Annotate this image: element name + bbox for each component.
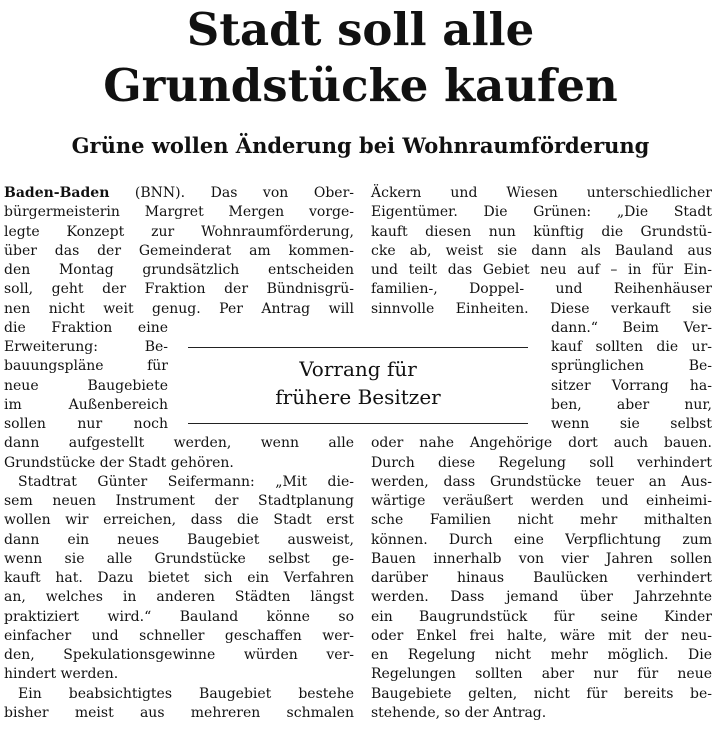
column-1-line: im Außenbereich <box>4 396 168 413</box>
column-2-line: werden, dass Grundstücke teuer an Aus- <box>371 473 712 490</box>
column-1-line: soll, geht der Fraktion der Bündnisgrü- <box>4 281 354 298</box>
column-2-line: kauft diesen nun künftig die Grundstü- <box>371 223 712 240</box>
column-1-line: bürgermeisterin Margret Mergen vorge- <box>4 204 354 221</box>
column-1-line: sollen nur noch <box>4 416 168 432</box>
column-1-line: den Montag grundsätzlich entscheiden <box>4 262 354 278</box>
column-2-line: stehende, so der Antrag. <box>371 704 547 721</box>
column-2-line: darüber hinaus Baulücken verhindert <box>371 570 712 586</box>
column-1-line: sem neuen Instrument der Stadtplanung <box>4 493 354 509</box>
pull-quote <box>188 355 528 411</box>
column-1-line: kauft hat. Dazu bietet sich ein Verfahren <box>4 570 354 586</box>
column-1-line: wollen wir erreichen, dass die Stadt erst <box>4 512 354 529</box>
column-1-line: Stadtrat Günter Seifermann: „Mit die- <box>18 473 354 490</box>
column-2-line: Bauen innerhalb von vier Jahren sollen <box>371 550 712 567</box>
column-1-line: über das der Gemeinderat am kommen- <box>4 242 354 259</box>
column-2-line: en Regelung nicht mehr möglich. Die <box>371 647 712 663</box>
column-2-line: werden. Dass jemand über Jahrzehnte <box>371 589 712 606</box>
column-1-line: an, welches in anderen Städten längst <box>4 589 354 606</box>
column-1-line <box>4 184 354 203</box>
column-1-line: bisher meist aus mehreren schmalen <box>4 704 354 721</box>
column-2-line: ben, aber nur, <box>551 396 712 413</box>
column-2-line: oder nahe Angehörige dort auch bauen. <box>371 435 712 452</box>
column-2-line: und teilt das Gebiet neu auf – in für Ein- <box>371 262 712 278</box>
column-1-line: dann aufgestellt werden, wenn alle <box>4 435 354 452</box>
column-2-line: Regelungen sollten aber nur für neue <box>371 666 712 683</box>
column-2-line: cke ab, weist sie dann als Bauland aus <box>371 242 712 259</box>
column-2-line: Äckern und Wiesen unterschiedlicher <box>371 185 712 201</box>
pull-quote-line-1: Vorrang für <box>299 357 417 381</box>
column-1-line: hindert werden. <box>4 666 119 683</box>
column-2-line: kauf sollten die ur- <box>551 339 712 355</box>
column-1-line: legte Konzept zur Wohnraumförderung, <box>4 223 354 240</box>
headline-line-2: Grundstücke kaufen <box>103 59 618 112</box>
column-2-line: oder Enkel frei halte, wäre mit der neu- <box>371 627 712 644</box>
column-1-line: neue Baugebiete <box>4 377 168 394</box>
pull-quote-line-2: frühere Besitzer <box>275 385 441 409</box>
column-2-line: sche Familien nicht mehr mithalten <box>371 512 712 529</box>
column-2-line: sprünglichen Be- <box>551 358 712 375</box>
column-1-line: dann ein neues Baugebiet ausweist, <box>4 531 354 548</box>
column-1-line: wenn sie alle Grundstücke selbst ge- <box>4 550 354 567</box>
pull-quote-rule-bottom <box>188 423 528 424</box>
column-2-line: wärtige veräußert werden und einheimi- <box>371 493 712 509</box>
subheadline: Grüne wollen Änderung bei Wohnraumförderung <box>71 133 650 158</box>
column-1-line: Grundstücke der Stadt gehören. <box>4 454 234 471</box>
column-1-line: den, Spekulationsgewinne würden ver- <box>4 647 354 663</box>
pull-quote-rule-top <box>188 347 528 348</box>
headline-line-1: Stadt soll alle <box>186 3 535 56</box>
column-2-line: sitzer Vorrang ha- <box>551 377 712 394</box>
column-2-line: dann.“ Beim Ver- <box>551 319 712 336</box>
headline <box>0 2 721 114</box>
column-1-line: Erweiterung: Be- <box>4 339 168 355</box>
column-2-line: sinnvolle Einheiten. Diese verkauft sie <box>371 300 712 317</box>
column-2-line: Durch diese Regelung soll verhindert <box>371 454 712 471</box>
column-1-line: bauungspläne für <box>4 358 168 375</box>
column-2-line: familien-, Doppel- und Reihenhäuser <box>371 281 712 298</box>
column-2-line: Eigentümer. Die Grünen: „Die Stadt <box>371 204 712 221</box>
column-1-line: nen nicht weit genug. Per Antrag will <box>4 300 354 317</box>
column-2-line: wenn sie selbst <box>551 416 712 432</box>
column-2-line: ein Baugrundstück für seine Kinder <box>371 608 712 625</box>
column-1-line: einfacher und schneller geschaffen wer- <box>4 627 354 644</box>
column-1-line: Ein beabsichtigtes Baugebiet bestehe <box>18 685 354 702</box>
dateline: Baden-Baden <box>4 185 110 201</box>
column-1-line: die Fraktion eine <box>4 319 168 336</box>
column-2-line: Baugebiete gelten, nicht für bereits be- <box>371 685 712 702</box>
column-2-line: können. Durch eine Verpflichtung zum <box>371 531 712 548</box>
column-1-line-text: (BNN). Das von Ober- <box>109 185 354 201</box>
column-1-line: praktiziert wird.“ Bauland könne so <box>4 608 354 625</box>
